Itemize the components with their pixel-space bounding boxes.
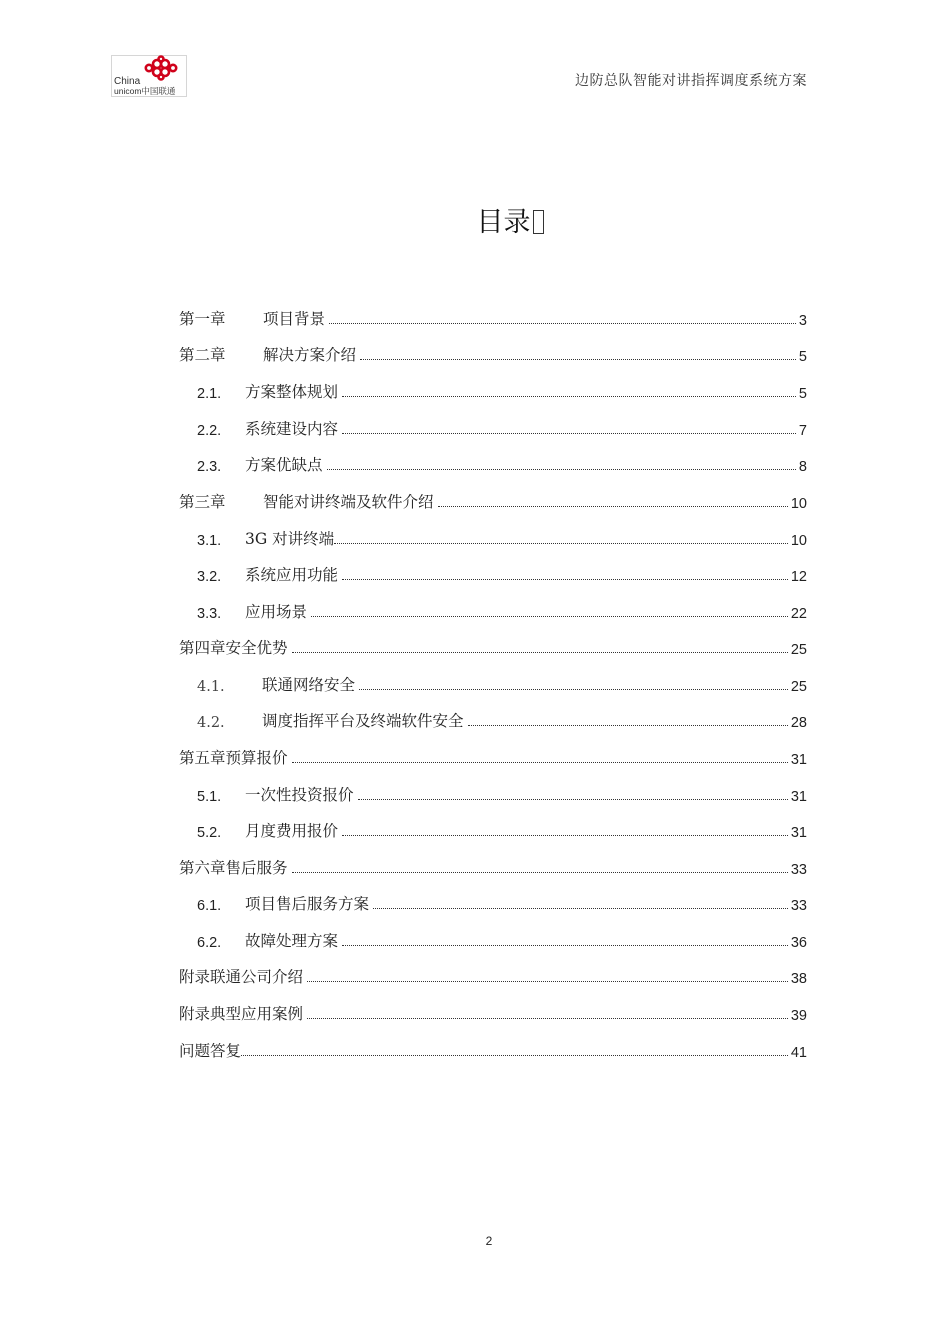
toc-entry-page: 38 bbox=[790, 971, 807, 987]
toc-entry-page: 31 bbox=[790, 825, 807, 841]
toc-entry-6-1[interactable] bbox=[179, 890, 807, 914]
toc-leader-dots bbox=[438, 506, 788, 507]
toc-leader-dots bbox=[468, 725, 788, 726]
china-unicom-logo bbox=[111, 55, 187, 97]
toc-entry-number: 第一章 bbox=[179, 310, 226, 328]
bookmark-glyph-icon bbox=[533, 210, 544, 234]
toc-entry-page: 3 bbox=[798, 313, 807, 329]
toc-entry-label: 月度费用报价 bbox=[245, 822, 339, 840]
toc-entry-label: 故障处理方案 bbox=[245, 932, 339, 950]
toc-entry-number: 5.1. bbox=[197, 789, 222, 805]
toc-entry-page: 5 bbox=[798, 349, 807, 365]
toc-entry-2-3[interactable] bbox=[179, 451, 807, 475]
toc-leader-dots bbox=[334, 543, 788, 544]
toc-entry-3-2[interactable] bbox=[179, 561, 807, 585]
toc-leader-dots bbox=[329, 323, 796, 324]
toc-entry-number: 第三章 bbox=[179, 493, 226, 511]
toc-entry-chapter-5[interactable] bbox=[179, 744, 807, 768]
toc-entry-page: 25 bbox=[790, 642, 807, 658]
toc-entry-label: 附录联通公司介绍 bbox=[179, 968, 304, 986]
logo-line1: China bbox=[114, 76, 141, 87]
toc-entry-qa[interactable] bbox=[179, 1037, 807, 1061]
toc-entry-number: 2.1. bbox=[197, 386, 222, 402]
toc-entry-number: 第二章 bbox=[179, 346, 226, 364]
logo-line2: unicom中国联通 bbox=[114, 86, 176, 96]
toc-leader-dots bbox=[292, 652, 788, 653]
toc-entry-chapter-1[interactable] bbox=[179, 305, 807, 329]
toc-entry-label: 方案优缺点 bbox=[245, 456, 323, 474]
toc-leader-dots bbox=[360, 359, 796, 360]
toc-entry-6-2[interactable] bbox=[179, 927, 807, 951]
toc-entry-page: 31 bbox=[790, 752, 807, 768]
toc-entry-appendix-cases[interactable] bbox=[179, 1000, 807, 1024]
toc-entry-page: 8 bbox=[798, 459, 807, 475]
toc-entry-page: 39 bbox=[790, 1008, 807, 1024]
document-header-title: 边防总队智能对讲指挥调度系统方案 bbox=[575, 73, 807, 89]
toc-entry-2-2[interactable] bbox=[179, 415, 807, 439]
toc-entry-label: 方案整体规划 bbox=[245, 383, 339, 401]
toc-leader-dots bbox=[342, 945, 788, 946]
toc-entry-5-2[interactable] bbox=[179, 817, 807, 841]
toc-entry-label: 第五章预算报价 bbox=[179, 749, 288, 767]
toc-entry-page: 28 bbox=[790, 715, 807, 731]
toc-entry-number: 3.2. bbox=[197, 569, 222, 585]
toc-heading bbox=[0, 200, 950, 239]
toc-leader-dots bbox=[358, 799, 788, 800]
toc-entry-label: 解决方案介绍 bbox=[263, 346, 357, 364]
toc-leader-dots bbox=[292, 872, 788, 873]
toc-leader-dots bbox=[241, 1055, 788, 1056]
toc-entry-page: 31 bbox=[790, 789, 807, 805]
toc-leader-dots bbox=[292, 762, 788, 763]
toc-entry-label: 联通网络安全 bbox=[262, 676, 356, 694]
toc-entry-label: 调度指挥平台及终端软件安全 bbox=[262, 712, 464, 730]
toc-entry-number: 3.3. bbox=[197, 606, 222, 622]
toc-entry-label: 系统建设内容 bbox=[245, 420, 339, 438]
toc-entry-chapter-2[interactable] bbox=[179, 341, 807, 365]
toc-entry-3-1[interactable] bbox=[179, 525, 807, 549]
toc-entry-number: 2.3. bbox=[197, 459, 222, 475]
toc-entry-page: 36 bbox=[790, 935, 807, 951]
toc-entry-number: 2.2. bbox=[197, 423, 222, 439]
toc-leader-dots bbox=[359, 689, 788, 690]
toc-entry-4-2[interactable] bbox=[179, 707, 807, 731]
toc-leader-dots bbox=[307, 1018, 788, 1019]
toc-entry-page: 7 bbox=[798, 423, 807, 439]
toc-entry-2-1[interactable] bbox=[179, 378, 807, 402]
toc-entry-page: 25 bbox=[790, 679, 807, 695]
toc-entry-label: 智能对讲终端及软件介绍 bbox=[263, 493, 434, 511]
toc-entry-page: 41 bbox=[790, 1045, 807, 1061]
toc-entry-label: 3G 对讲终端 bbox=[245, 530, 335, 548]
toc-entry-label: 第六章售后服务 bbox=[179, 859, 288, 877]
toc-entry-label: 问题答复 bbox=[179, 1042, 242, 1060]
toc-entry-page: 33 bbox=[790, 862, 807, 878]
toc-entry-label: 一次性投资报价 bbox=[245, 786, 354, 804]
toc-entry-label: 项目售后服务方案 bbox=[245, 895, 370, 913]
toc-heading-text: 目录 bbox=[476, 207, 531, 238]
toc-entry-label: 项目背景 bbox=[263, 310, 326, 328]
toc-entry-label: 系统应用功能 bbox=[245, 566, 339, 584]
toc-entry-4-1[interactable] bbox=[179, 671, 807, 695]
toc-entry-number: 4.1. bbox=[197, 679, 225, 695]
toc-entry-number: 5.2. bbox=[197, 825, 222, 841]
toc-leader-dots bbox=[342, 433, 796, 434]
toc-entry-chapter-6[interactable] bbox=[179, 854, 807, 878]
toc-entry-page: 33 bbox=[790, 898, 807, 914]
toc-entry-number: 6.2. bbox=[197, 935, 222, 951]
toc-entry-number: 4.2. bbox=[197, 715, 225, 731]
toc-entry-page: 5 bbox=[798, 386, 807, 402]
toc-entry-label: 第四章安全优势 bbox=[179, 639, 288, 657]
page-number: 2 bbox=[485, 1234, 493, 1248]
toc-leader-dots bbox=[307, 981, 788, 982]
toc-entry-page: 22 bbox=[790, 606, 807, 622]
toc-leader-dots bbox=[327, 469, 796, 470]
toc-entry-label: 附录典型应用案例 bbox=[179, 1005, 304, 1023]
toc-leader-dots bbox=[311, 616, 788, 617]
toc-leader-dots bbox=[342, 396, 796, 397]
toc-entry-page: 10 bbox=[790, 496, 807, 512]
toc-entry-page: 12 bbox=[790, 569, 807, 585]
toc-entry-number: 6.1. bbox=[197, 898, 222, 914]
toc-entry-5-1[interactable] bbox=[179, 781, 807, 805]
toc-entry-3-3[interactable] bbox=[179, 598, 807, 622]
toc-entry-page: 10 bbox=[790, 533, 807, 549]
toc-entry-label: 应用场景 bbox=[245, 603, 308, 621]
toc-entry-chapter-4[interactable] bbox=[179, 634, 807, 658]
toc-entry-appendix-company[interactable] bbox=[179, 963, 807, 987]
toc-entry-chapter-3[interactable] bbox=[179, 488, 807, 512]
toc-leader-dots bbox=[373, 908, 788, 909]
toc-leader-dots bbox=[342, 579, 788, 580]
toc-entry-number: 3.1. bbox=[197, 533, 222, 549]
toc-leader-dots bbox=[342, 835, 788, 836]
